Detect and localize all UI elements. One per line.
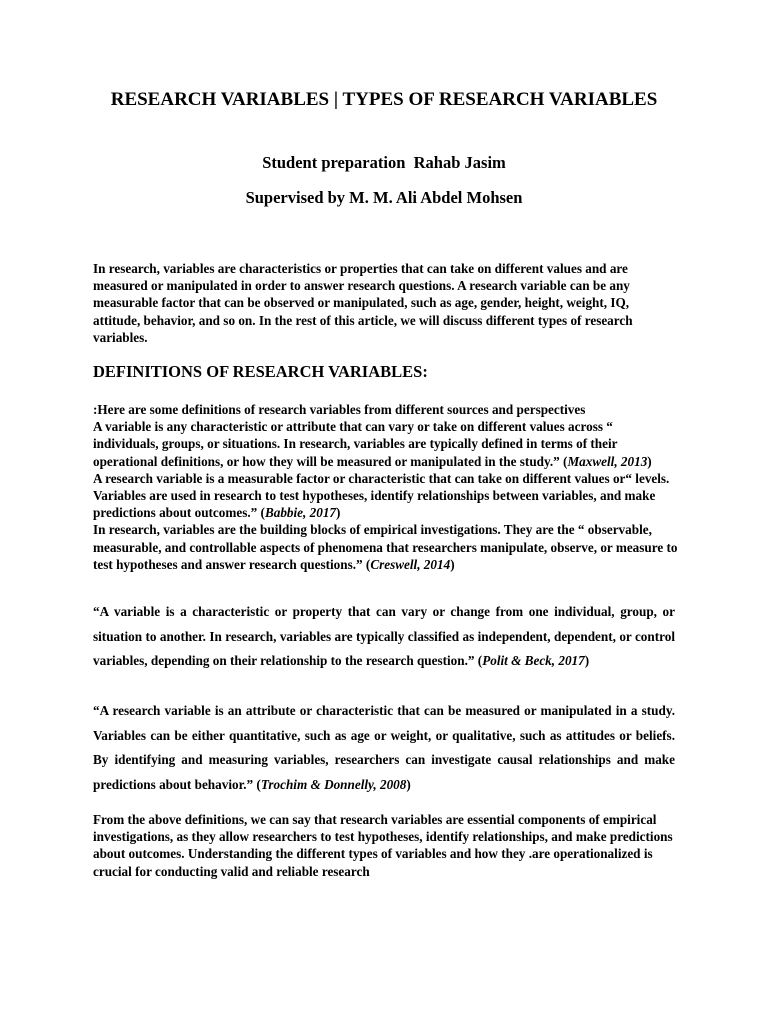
definition-2: A research variable is a measurable factor or characteristic that can take on different values or“ levels. Variables are used in research to test hypotheses, identify relationships between variables, and make predictions about outcomes.” (Babbie, 2017) (93, 470, 670, 521)
document-title: RESEARCH VARIABLES | TYPES OF RESEARCH VARIABLES (110, 89, 658, 110)
definition-5: “A research variable is an attribute or characteristic that can be measured or manipulated in a study. Variables can be either quantitative, such as age or weight, or qualitative, such as attitudes or beliefs. By identifying and measuring variables, researchers can investigate causal relationships and make predictions about behavior.” (Trochim & Donnelly, 2008) (93, 703, 675, 793)
conclusion-paragraph: From the above definitions, we can say that research variables are essential components of empirical investigations, as they allow researchers to test hypotheses, identify relationships, and make predictions about outcomes. Understanding the different types of variables and how they .are operationalized is crucial for conducting valid and reliable research (93, 812, 673, 879)
definition-1: A variable is any characteristic or attribute that can vary or take on different values across “ individuals, groups, or situations. In research, variables are typically defined in terms of their operational definitions, or how they will be measured or manipulated in the study.” (Maxwell, 2013) (93, 419, 652, 469)
definition-3-citation: Creswell, 2014 (370, 556, 451, 572)
supervisor-line: Supervised by M. M. Ali Abdel Mohsen (245, 188, 523, 207)
definition-3: In research, variables are the building blocks of empirical investigations. They are the “ observable, measurable, and controllable aspects of phenomena that researchers manipulate, observe, or measure to test hypotheses and answer research questions.” (Creswell, 2014) (93, 522, 678, 572)
intro-paragraph: In research, variables are characteristics or properties that can take on different values and are measured or manipulated in order to answer research questions. A research variable can be any measurable factor that can be observed or manipulated, such as age, gender, height, weight, IQ, attitude, behavior, and so on. In the rest of this article, we will discuss different types of research variables. (93, 261, 633, 345)
student-preparation-line: Student preparation Rahab Jasim (262, 153, 506, 172)
definition-5-citation: Trochim & Donnelly, 2008 (260, 777, 407, 793)
definition-3-text: In research, variables are the building blocks of empirical investigations. They are the “ observable, measurable, and controllable aspects of phenomena that researchers manipulate, observe, or measure to test hypotheses and answer research questions.” ( (93, 522, 678, 572)
definition-2-text: A research variable is a measurable factor or characteristic that can take on different values or“ levels. Variables are used in research to test hypotheses, identify relationships between variables, and make predictions about outcomes.” ( (93, 470, 670, 521)
definition-2-citation: Babbie, 2017 (264, 505, 337, 521)
definition-5-text: “A research variable is an attribute or characteristic that can be measured or manipulated in a study. Variables can be either quantitative, such as age or weight, or qualitative, such as attitudes or beliefs. By identifying and measuring variables, researchers can investigate causal relationships and make predictions about behavior.” ( (93, 703, 675, 793)
definition-4: “A variable is a characteristic or property that can vary or change from one individual, group, or situation to another. In research, variables are typically classified as independent, dependent, or control variables, depending on their relationship to the research question.” (Polit & Beck, 2017) (93, 604, 675, 669)
definitions-heading: DEFINITIONS OF RESEARCH VARIABLES: (93, 362, 428, 381)
definitions-intro: :Here are some definitions of research variables from different sources and perspectives (93, 402, 586, 417)
definition-4-text: “A variable is a characteristic or property that can vary or change from one individual, group, or situation to another. In research, variables are typically classified as independent, dependent, or control variables, depending on their relationship to the research question.” ( (93, 604, 675, 669)
definitions-block (93, 401, 678, 573)
definition-4-citation: Polit & Beck, 2017 (482, 653, 585, 669)
definition-1-text: A variable is any characteristic or attribute that can vary or take on different values across “ individuals, groups, or situations. In research, variables are typically defined in terms of their operational definitions, or how they will be measured or manipulated in the study.” ( (93, 419, 618, 469)
definition-1-citation: Maxwell, 2013 (567, 453, 648, 469)
